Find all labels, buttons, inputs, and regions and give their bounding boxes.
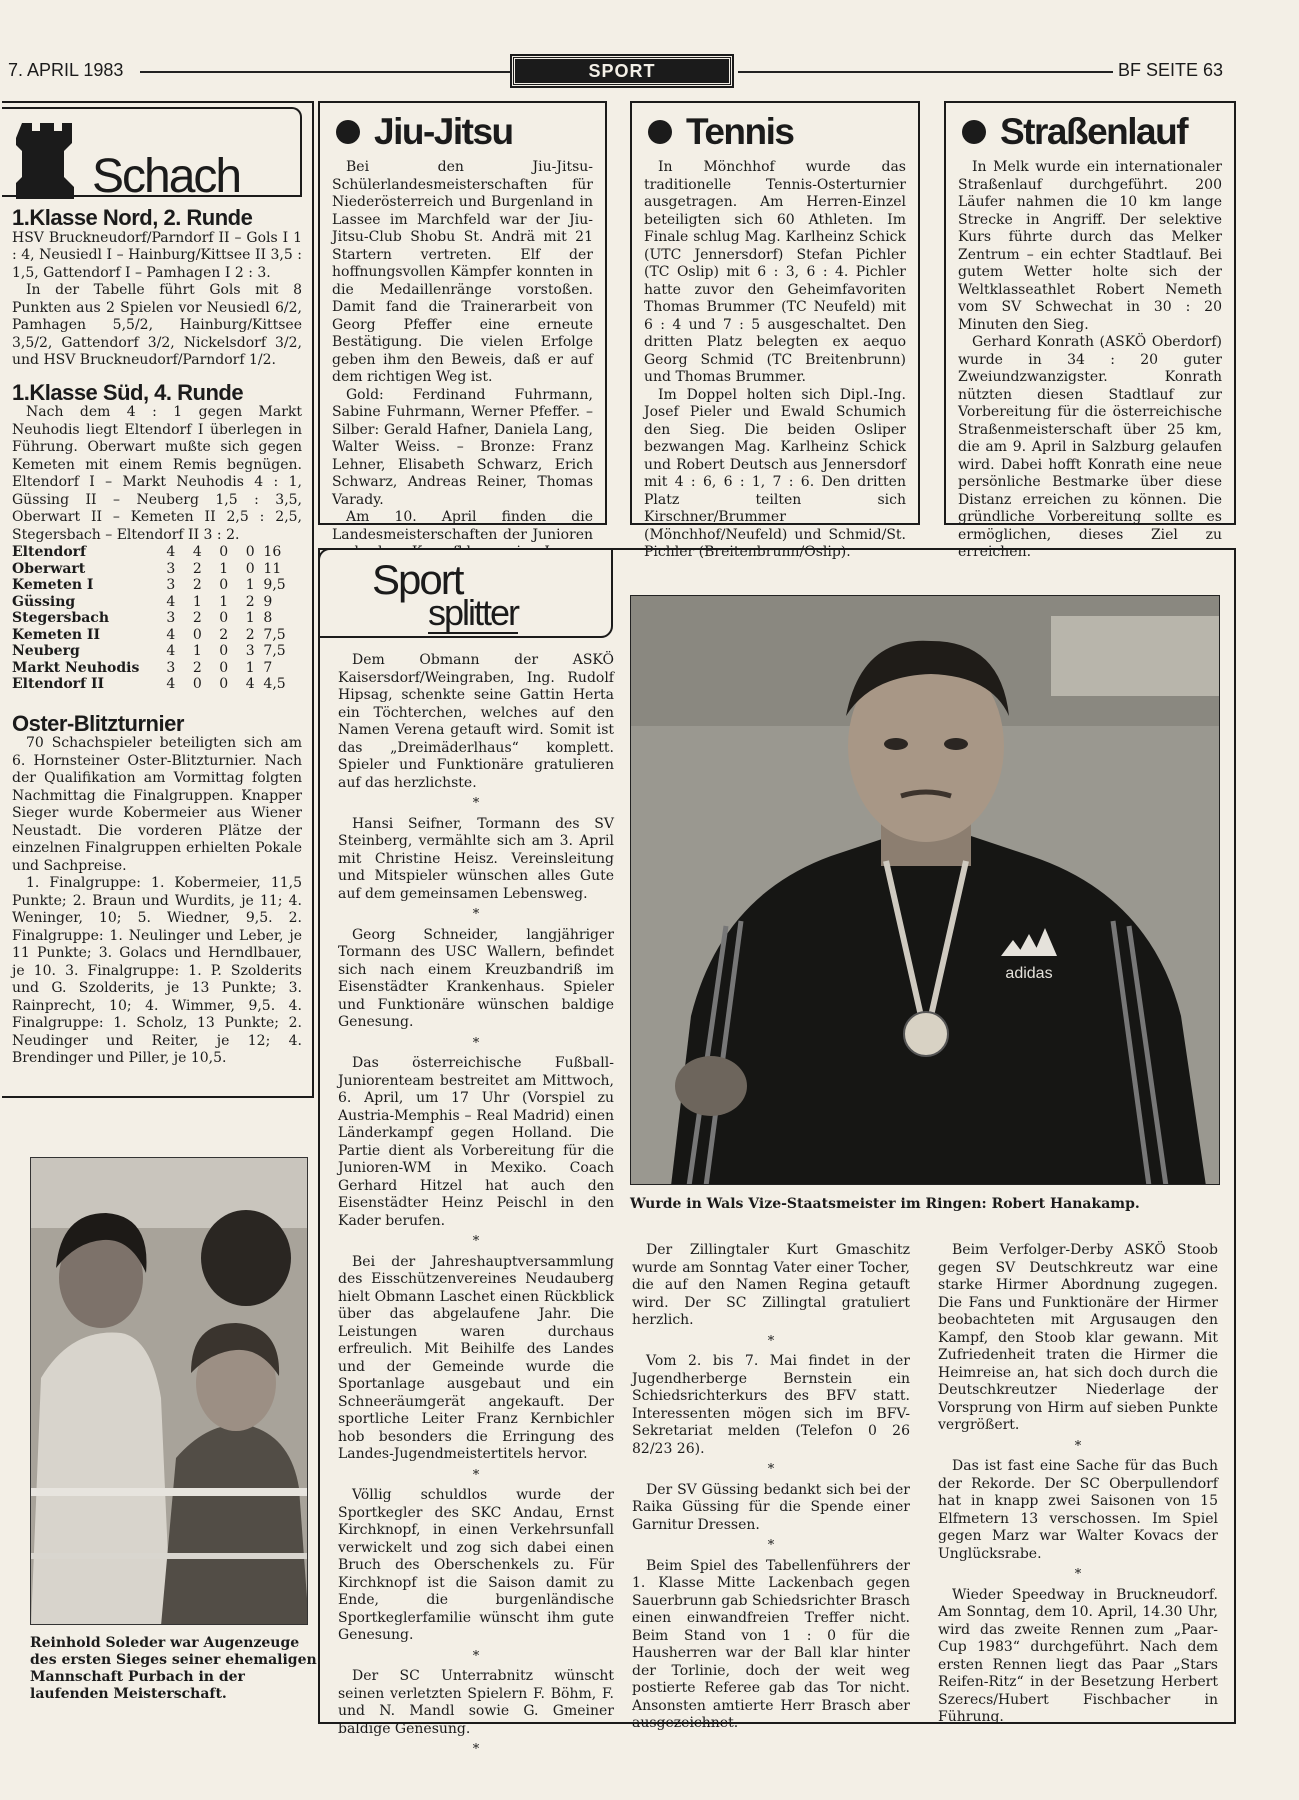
- standings-cell-p: 7,5: [263, 643, 286, 659]
- standings-cell-p: 4,5: [263, 676, 286, 692]
- splitter-item: Der SV Güssing bedankt sich bei der Raika Güssing für die Spende einer Garnitur Dressen.: [632, 1481, 910, 1533]
- standings-cell-a: 3: [166, 659, 176, 676]
- separator-star: *: [472, 1467, 480, 1483]
- standings-cell-c: 0: [219, 676, 229, 692]
- separator-star: *: [1074, 1438, 1082, 1454]
- standings-cell-b: 2: [192, 560, 202, 577]
- schach-title-box: [2, 107, 302, 203]
- splitter-item: Bei der Jahreshauptversammlung des Eisschützenvereines Neudauberg hielt Obmann Laschet einen Rückblick über das abgelaufene Jahr. Die Leistungen waren durchaus erfreulich. Mit Beihilfe des Landes und der Gemeinde wurde die Sportanlage ausgebaut und ein Schneeräumgerät angekauft. Der sportliche Leiter Franz Kernbichler hob besonders die Erringung des Landes-Jugendmeistertitels hervor.: [338, 1253, 614, 1462]
- standings-cell-d: 0: [245, 560, 255, 577]
- jiu-paragraph-2: Gold: Ferdinand Fuhrmann, Sabine Fuhrmann, Werner Pfeffer. – Silber: Gerald Hafner, Daniela Lang, Walter Weiss. – Bronze: Franz Lehner, Elisabeth Schwarz, Erich Schwarz, Andreas Reiner, Thomas Varady.: [332, 386, 593, 508]
- standings-row: [12, 544, 302, 561]
- standings-cell-d: 3: [245, 643, 255, 659]
- schach-title: Schach: [92, 150, 241, 203]
- standings-cell-team: Kemeten II: [12, 626, 101, 643]
- standings-table: [12, 544, 302, 693]
- schach-column: [2, 101, 314, 1098]
- standings-cell-c: 1: [219, 560, 229, 577]
- separator-star: *: [767, 1462, 775, 1477]
- spectators-photo-caption: Reinhold Soleder war Augenzeuge des ersten Sieges seiner ehemaligen Mannschaft Purbach in der laufenden Meisterschaft.: [30, 1635, 317, 1702]
- jiu-jitsu-article: [318, 101, 607, 543]
- splitter-item: Vom 2. bis 7. Mai findet in der Jugendherberge Bernstein ein Schiedsrichterkurs des BFV statt. Interessenten mögen sich im BFV-Sekretariat melden (Telefon 0 26 82/23 26).: [632, 1353, 910, 1457]
- standings-cell-p: 16: [263, 544, 282, 560]
- nord-standings-text: In der Tabelle führt Gols mit 8 Punkten aus 2 Spielen vor Neusiedl 6/2, Pamhagen 5,5/2, Hainburg/Kittsee 3,5/2, Gattendorf 3/2, Nickelsdorf 3/2, und HSV Bruckneudorf/Parndorf 1/2.: [12, 282, 302, 368]
- standings-row: [12, 643, 302, 660]
- tennis-paragraph-2: Im Doppel holten sich Dipl.-Ing. Josef Pieler und Ewald Schumich den Sieg. Die beiden Osliper bezwangen Mag. Karlheinz Schick und Robert Deutsch aus Jennersdorf mit 4 : 6, 6 : 1, 7 : 6. Den dritten Platz teilten sich Kirschner/Brummer (Mönchhof/Neufeld) und Schmid/St. Pichler (Breitenbrunn/Oslip).: [644, 386, 906, 560]
- standings-cell-a: 4: [166, 676, 176, 692]
- nord-results: HSV Bruckneudorf/Parndorf II – Gols I 1 : 4, Neusiedl I – Hainburg/Kittsee II 3,5 : 1,5, Gattendorf I – Pamhagen I 2 : 3.: [12, 229, 302, 281]
- standings-cell-d: 1: [245, 659, 255, 676]
- separator-star: *: [472, 1035, 480, 1051]
- sportsplitter-column-1: [338, 652, 614, 1762]
- standings-cell-team: Eltendorf II: [12, 676, 105, 692]
- standings-cell-p: 7,5: [263, 626, 286, 643]
- splitter-item: Das österreichische Fußball-Juniorenteam bestreitet am Mittwoch, 6. April, um 17 Uhr (Vorspiel zu Austria-Memphis – Real Madrid) einen Länderkampf gegen Holland. Die Partie dient als Vorbereitung für die Junioren-WM in Mexiko. Coach Gerhard Hitzel hat auch den Eisenstädter Heinz Peischl in den Kader berufen.: [338, 1055, 614, 1229]
- separator-star: *: [767, 1538, 775, 1553]
- standings-cell-a: 4: [166, 593, 176, 610]
- wrestler-photo: [630, 595, 1220, 1185]
- separator-star: *: [472, 1742, 480, 1757]
- standings-cell-a: 3: [166, 610, 176, 626]
- standings-cell-b: 0: [192, 676, 202, 692]
- standings-cell-c: 0: [219, 659, 229, 676]
- standings-cell-b: 2: [192, 577, 202, 593]
- header-rule-right: [738, 71, 1113, 73]
- nord-heading: 1.Klasse Nord, 2. Runde: [12, 205, 253, 230]
- standings-cell-d: 1: [245, 577, 255, 593]
- standings-cell-b: 2: [192, 659, 202, 676]
- splitter-item: Beim Verfolger-Derby ASKÖ Stoob gegen SV Deutschkreutz war eine starke Hirmer Abordnung zugegen. Die Fans und Funktionäre der Hirmer beobachteten mit Argusaugen den Kampf, den Stoob klar gewann. Mit Zufriedenheit traten die Hirmer die Heimreise an, hat sich doch durch die Deutschkreutzer Niederlage der Vorsprung von Hirm auf sieben Punkte vergrößert.: [938, 1242, 1218, 1433]
- standings-cell-d: 2: [245, 626, 255, 643]
- standings-cell-d: 0: [245, 544, 255, 560]
- standings-row: [12, 627, 302, 644]
- bullet-icon: [336, 120, 360, 144]
- standings-cell-team: Kemeten I: [12, 577, 94, 593]
- jiu-jitsu-title: Jiu-Jitsu: [374, 111, 513, 152]
- sued-heading: 1.Klasse Süd, 4. Runde: [12, 379, 244, 405]
- tennis-article: [630, 101, 920, 560]
- splitter-item: Hansi Seifner, Tormann des SV Steinberg, vermählte sich am 3. April mit Christine Heisz. Vereinsleitung und Mitspieler wünschen alles Gute auf dem gemeinsamen Lebensweg.: [338, 815, 614, 902]
- standings-cell-p: 7: [263, 659, 273, 676]
- standings-cell-b: 0: [192, 626, 202, 643]
- header-rule-left: [140, 71, 510, 73]
- separator-star: *: [767, 1333, 775, 1349]
- standings-cell-c: 0: [219, 577, 229, 593]
- sued-results: Nach dem 4 : 1 gegen Markt Neuhodis liegt Eltendorf I überlegen in Führung. Oberwart mußte sich gegen Kemeten mit einem Remis begnügen. Eltendorf I – Markt Neuhodis 4 : 1, Güssing II – Neuberg 1,5 : 3,5, Oberwart II – Kemeten II 2,5 : 2,5, Stegersbach – Eltendorf II 3 : 2.: [12, 404, 302, 543]
- separator-star: *: [1074, 1567, 1082, 1582]
- standings-cell-d: 2: [245, 593, 255, 610]
- standings-cell-c: 1: [219, 593, 229, 610]
- section-label: SPORT: [512, 56, 732, 86]
- splitter-item: Beim Spiel des Tabellenführers der 1. Klasse Mitte Lackenbach gegen Sauerbrunn gab Schiedsrichter Brasch einen einwandfreien Treffer nicht. Beim Stand von 1 : 0 für die Hausherren war der Ball klar hinter der Torlinie, doch der weit weg postierte Referee gab das Tor nicht. Ansonsten amtierte Herr Brasch aber ausgezeichnet.: [632, 1557, 910, 1731]
- blitz-heading: Oster-Blitzturnier: [12, 710, 184, 736]
- wrestler-photo-caption: Wurde in Wals Vize-Staatsmeister im Ringen: Robert Hanakamp.: [630, 1196, 1140, 1212]
- separator-star: *: [472, 907, 480, 922]
- standings-cell-d: 4: [245, 676, 255, 692]
- standings-cell-team: Güssing: [12, 593, 76, 610]
- splitter-item: Der SC Unterrabnitz wünscht seinen verletzten Spielern F. Böhm, F. und N. Mandl sowie G. Gmeiner baldige Genesung.: [338, 1668, 614, 1737]
- strassen-paragraph-2: Gerhard Konrath (ASKÖ Oberdorf) wurde in 34 : 20 guter Zweiundzwanzigster. Konrath nützten diesen Stadtlauf zur Vorbereitung für die österreichische Straßenmeisterschaft über 25 km, die am 9. April in Salzburg gelaufen wird. Dabei hofft Konrath eine neue persönliche Bestmarke über diese Distanz erreichen zu können. Die gründliche Vorbereitung sollte es ermöglichen, dieses Ziel zu erreichen.: [958, 334, 1222, 560]
- standings-cell-a: 3: [166, 577, 176, 593]
- splitter-item: Georg Schneider, langjähriger Tormann des USC Wallern, befindet sich nach einem Kreuzbandriß im Eisenstädter Krankenhaus. Spieler und Funktionäre wünschen baldige Genesung.: [338, 926, 614, 1030]
- tennis-paragraph-1: In Mönchhof wurde das traditionelle Tennis-Osterturnier ausgetragen. Am Herren-Einzel beteiligten sich 60 Athleten. Im Finale schlug Mag. Karlheinz Schick (UTC Jennersdorf) Stefan Pichler (TC Oslip) mit 6 : 3, 6 : 4. Pichler hatte zuvor den Geheimfavoriten Thomas Brummer (TC Neufeld) mit 6 : 4 und 7 : 5 ausgeschaltet. Den dritten Platz belegten ex aequo Georg Schmid (TC Breitenbrunn) und Thomas Brummer.: [644, 159, 906, 385]
- standings-cell-a: 4: [166, 544, 176, 560]
- tennis-title: Tennis: [686, 111, 794, 152]
- splitter-item: Wieder Speedway in Bruckneudorf. Am Sonntag, dem 10. April, 14.30 Uhr, wird das zweite Rennen zum „Paar-Cup 1983“ durchgeführt. Nach dem ersten Rennen liegt das Paar „Stars Reifen-Ritz“ in der Besetzung Herbert Szerecs/Hubert Fischbacher in Führung.: [938, 1586, 1218, 1725]
- standings-row: [12, 577, 302, 594]
- standings-cell-b: 4: [192, 544, 202, 560]
- separator-star: *: [472, 1648, 480, 1664]
- standings-cell-c: 0: [219, 544, 229, 560]
- splitter-item: Dem Obmann der ASKÖ Kaisersdorf/Weingraben, Ing. Rudolf Hipsag, schenkte seine Gattin Herta ein Töchterchen, welches auf den Namen Verena getauft wird. Somit ist das „Dreimäderlhaus“ komplett. Spieler und Funktionäre gratulieren auf das herzlichste.: [338, 652, 614, 791]
- strassenlauf-title: Straßenlauf: [1000, 111, 1188, 152]
- page-number: BF SEITE 63: [1118, 60, 1224, 80]
- strassenlauf-article: [944, 101, 1236, 560]
- standings-cell-c: 2: [219, 626, 229, 643]
- standings-cell-a: 4: [166, 643, 176, 659]
- standings-cell-a: 4: [166, 626, 176, 643]
- standings-row: [12, 660, 302, 677]
- sportsplitter-title-line1: Sport: [372, 556, 463, 603]
- sportsplitter-title-box: [318, 548, 613, 638]
- sportsplitter-column-2: [632, 1242, 910, 1733]
- standings-row: [12, 561, 302, 578]
- standings-cell-team: Neuberg: [12, 643, 80, 659]
- blitz-intro: 70 Schachspieler beteiligten sich am 6. Hornsteiner Oster-Blitzturnier. Nach der Qualifikation am Vormittag folgten Nachmittag die Finalgruppen. Knapper Sieger wurde Kobermeier aus Wiener Neustadt. Die vorderen Plätze der einzelnen Finalgruppen erhielten Pokale und Sachpreise.: [12, 735, 302, 874]
- page-date: 7. APRIL 1983: [8, 60, 124, 80]
- blitz-results: 1. Finalgruppe: 1. Kobermeier, 11,5 Punkte; 2. Braun und Wurdits, je 11; 4. Weninger, 10; 5. Wiedner, 9,5. 2. Finalgruppe: 1. Neulinger und Leber, je 11 Punkte; 3. Golacs und Herndlbauer, je 10. 3. Finalgruppe: 1. P. Szolderits und G. Szolderits, je 13 Punkte; 3. Rainprecht, 10; 4. Wimmer, 9,5. 4. Finalgruppe: 1. Scholz, 13 Punkte; 2. Neudinger und Reiter, je 12; 4. Brendinger und Piller, je 10,5.: [12, 875, 302, 1066]
- standings-row: [12, 676, 302, 693]
- standings-cell-team: Oberwart: [12, 560, 86, 577]
- standings-cell-c: 0: [219, 610, 229, 626]
- standings-cell-b: 2: [192, 610, 202, 626]
- standings-cell-c: 0: [219, 643, 229, 659]
- standings-cell-d: 1: [245, 610, 255, 626]
- chess-rook-icon: [16, 119, 78, 199]
- standings-cell-team: Markt Neuhodis: [12, 659, 140, 676]
- standings-cell-team: Eltendorf: [12, 544, 87, 560]
- jacket-logo-text: adidas: [1005, 965, 1053, 982]
- splitter-item: Das ist fast eine Sache für das Buch der Rekorde. Der SC Oberpullendorf hat in knapp zwei Saisonen von 15 Elfmetern 13 verschossen. Im Spiel gegen Marz war Walter Kovacs der Unglücksrabe.: [938, 1458, 1218, 1562]
- spectators-photo: [30, 1157, 308, 1625]
- standings-row: [12, 594, 302, 611]
- strassen-paragraph-1: In Melk wurde ein internationaler Straßenlauf durchgeführt. 200 Läufer nahmen die 10 km lange Strecke in Angriff. Der selektive Kurs führte durch das Melker Zentrum – ein echter Stadtlauf. Bei gutem Wetter holte sich der Weltklasseathlet Robert Nemeth vom SV Schwechat in 30 : 20 Minuten den Sieg.: [958, 159, 1222, 333]
- standings-cell-p: 11: [263, 560, 282, 577]
- standings-cell-p: 8: [263, 610, 273, 626]
- standings-cell-p: 9,5: [263, 577, 286, 593]
- sportsplitter-title-line2: splitter: [428, 592, 519, 633]
- separator-star: *: [472, 796, 480, 811]
- splitter-item: Der Zillingtaler Kurt Gmaschitz wurde am Sonntag Vater einer Tocher, die auf den Namen Regina getauft wird. Der SC Zillingtal gratuliert herzlich.: [632, 1242, 910, 1328]
- bullet-icon: [648, 120, 672, 144]
- standings-cell-b: 1: [192, 593, 202, 610]
- standings-row: [12, 610, 302, 627]
- bullet-icon: [962, 120, 986, 144]
- sportsplitter-column-3: [938, 1242, 1218, 1727]
- splitter-item: Völlig schuldlos wurde der Sportkegler des SKC Andau, Ernst Kirchknopf, in einen Verkehrsunfall verwickelt und zog sich dabei einen Bruch des Oberschenkels zu. Für Kirchknopf ist die Saison damit zu Ende, die burgenländische Sportkeglerfamilie wünscht ihm gute Genesung.: [338, 1487, 614, 1643]
- standings-cell-b: 1: [192, 643, 202, 659]
- standings-cell-p: 9: [263, 593, 273, 610]
- jiu-paragraph-3: Am 10. April finden die Landesmeisterschaften der Junioren: [332, 509, 593, 543]
- separator-star: *: [472, 1234, 480, 1249]
- standings-cell-team: Stegersbach: [12, 610, 110, 626]
- jiu-paragraph-1: Bei den Jiu-Jitsu-Schülerlandesmeisterschaften für Niederösterreich und Burgenland in Lassee im Marchfeld war der Jiu-Jitsu-Club Shobu St. Andrä mit 21 Startern vertreten. Elf der hoffnungsvollen Kämpfer konnten in die Medaillenränge vorstoßen. Damit fand die Trainerarbeit von Georg Pfeffer eine erneute Bestätigung. Die vielen Erfolge geben ihm den Beweis, daß er auf dem richtigen Weg ist.: [332, 159, 593, 385]
- standings-cell-a: 3: [166, 560, 176, 577]
